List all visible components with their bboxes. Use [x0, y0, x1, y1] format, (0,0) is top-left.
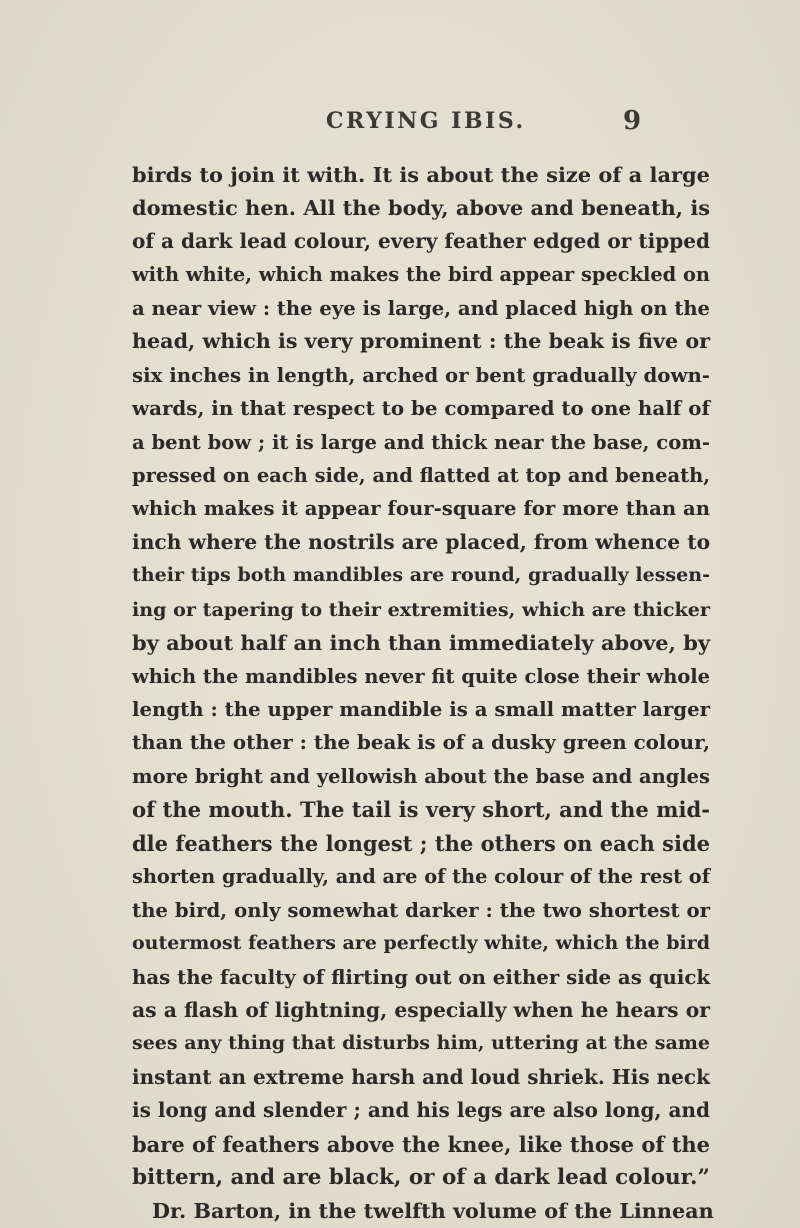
text-line: with white, which makes the bird appear speckled on	[132, 263, 710, 287]
text-line: sees any thing that disturbs him, uttering at the same	[132, 1032, 710, 1055]
text-line: pressed on each side, and flatted at top and beneath,	[132, 463, 710, 487]
running-head	[0, 108, 800, 148]
text-line: dle feathers the longest ; the others on each side	[132, 830, 710, 856]
text-line: birds to join it with. It is about the size of a large	[132, 162, 710, 187]
text-line: instant an extreme harsh and loud shriek. His neck	[132, 1064, 710, 1089]
text-line: which makes it appear four-square for more than an	[132, 497, 710, 521]
text-line: ing or tapering to their extremities, which are thicker	[132, 597, 710, 621]
text-line: domestic hen. All the body, above and beneath, is	[132, 195, 710, 221]
text-line: than the other : the beak is of a dusky green colour,	[132, 730, 710, 755]
text-line: of a dark lead colour, every feather edged or tipped	[132, 228, 710, 253]
text-line: a near view : the eye is large, and placed high on the	[132, 296, 710, 320]
text-line: six inches in length, arched or bent gradually down-	[132, 362, 710, 387]
text-line: is long and slender ; and his legs are also long, and	[132, 1098, 710, 1123]
text-line: the bird, only somewhat darker : the two shortest or	[132, 897, 710, 922]
body-text	[132, 158, 714, 1228]
text-line: which the mandibles never fit quite close their whole	[132, 664, 710, 688]
text-line: wards, in that respect to be compared to one half of	[132, 396, 710, 421]
text-line: bare of feathers above the knee, like those of the	[132, 1131, 710, 1157]
running-title: CRYING IBIS.	[326, 108, 526, 134]
text-line: of the mouth. The tail is very short, and the mid-	[132, 797, 711, 823]
text-line: their tips both mandibles are round, gradually lessen-	[132, 564, 710, 587]
page-number: 9	[623, 106, 642, 136]
text-line: outermost feathers are perfectly white, which the bird	[132, 932, 710, 955]
text-line: a bent bow ; it is large and thick near the base, com-	[132, 430, 710, 454]
text-line: shorten gradually, and are of the colour of the rest of	[132, 865, 710, 889]
text-line: length : the upper mandible is a small matter larger	[132, 697, 710, 721]
text-line: head, which is very prominent : the beak is five or	[132, 329, 710, 354]
text-line: has the faculty of flirting out on either side as quick	[132, 964, 710, 989]
text-line: as a flash of lightning, especially when he hears or	[132, 997, 710, 1022]
text-line: inch where the nostrils are placed, from whence to	[132, 529, 711, 554]
text-line: more bright and yellowish about the base and angles	[132, 764, 710, 788]
text-line: Dr. Barton, in the twelfth volume of the Linnean	[152, 1198, 714, 1223]
text-line: bittern, and are black, or of a dark lead colour.”	[132, 1165, 710, 1191]
text-line: by about half an inch than immediately above, by	[132, 630, 710, 656]
